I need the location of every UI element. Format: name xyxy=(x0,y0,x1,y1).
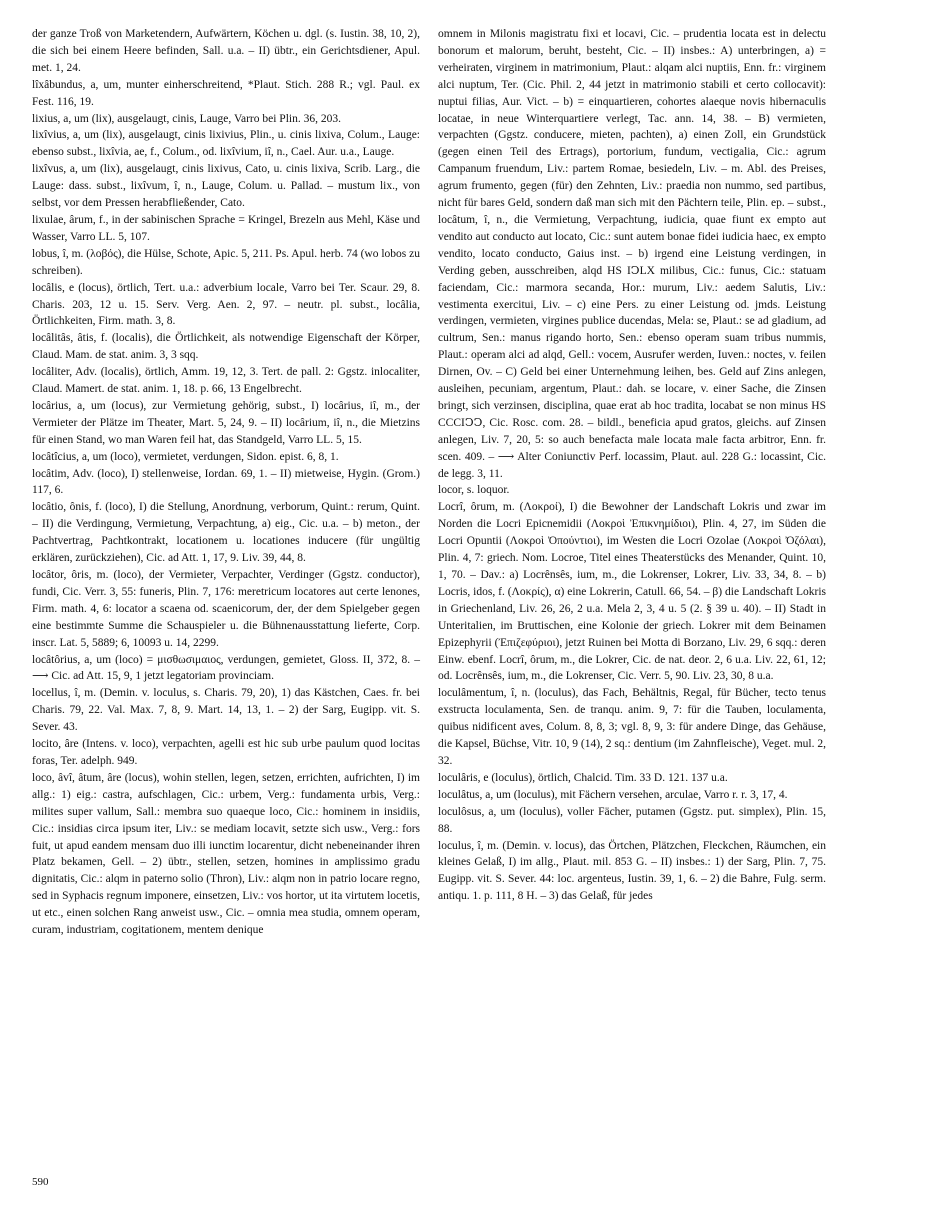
entry-lixabundus: lîxâbundus, a, um, munter einherschreitend, *Plaut. Stich. 288 R.; vgl. Paul. ex Fest. 116, 19. xyxy=(32,78,420,108)
entry-loco-continued: omnem in Milonis magistratu fixi et locavi, Cic. – prudentia locata est in delectu bonorum et malorum, beruht, besteht, Cic. – II) insbes.: A) unterbringen, a) = verheiraten, virginem in matrimonium, Plaut.: alqam alci nuptiis, Enn. fr.: virginem alci nuptum, Ter. (Cic. Phil. 2, 44 jetzt in matrimonio stabili et certo collocavit): nuptui filias, Aur. Vict. – b) = einquartieren, cohortes alaeque novis hibernaculis locatae, in neue Winterquartiere verlegt, Tac. ann. 14, 38. – B) vermieten, verpachten (Ggstz. conducere, mieten, pachten), a) einen Zoll, ein Grundstück (gegen einen Teil des Ertrags), portorium, fundum, vectigalia, Cic.: agrum Campanum fruendum, Liv.: partem Romae, besiedeln, Liv. – m. Abl. des Preises, agrum frumento, gegen (für) den Zehnten, Liv.: praedia non nummo, sed partibus, nicht für bares Geld, sondern daß man sich mit den Pächtern teile, Plin. ep. – subst., locâtum, î, n., die Vermietung, Verpachtung, iudicia, quae fiunt ex empto aut vendito aut conducto aut locato, Cic.: sunt autem bonae fidei iudicia haec, ex empto vendito, locato conducto, Gaius inst. – b) irgend eine Leistung verdingen, in Verding geben, ausschreiben, alqd HS IↃLX milibus, Cic.: funus, Cic.: statuam faciendam, Cic.: marmora secanda, Hor.: murum, Liv.: aedem Salutis, Liv.: vestimenta exercitui, Liv. – c) eine Pers. zu einer Leistung od. jmds. Leistung verdingen, vermieten, virgines publice ducendas, Mela: se, Plaut.: se ad gladium, ad cultrum, Sen.: manus rigando horto, Sen.: ebenso operam suam tribus nummis, Plaut.: operam alci ad alqd, Gell.: vocem, Ausrufer werden, Iuven.: noctes, v. feilen Dirnen, Ov. – C) Geld bei einer Unternehmung leihen, bes. Geld auf Zins anlegen, ausleihen, pecuniam, argentum, Plaut.: dah. se locare, v. einer Sache, die Zinsen bringt, sich verzinsen, disciplina, quae erat ab hoc tradita, locabat se non minus HS CCCIↃↃ, Cic. Rosc. com. 28. – bildl., beneficia apud gratos, gleichs. auf Zinsen anlegen, Liv. 7, 20, 5: so auch benefacta male locata male facta arbitror, Enn. fr. scen. 409. – ⟶ Alter Coniunctiv Perf. locassim, Plaut. aul. 228 G.: locassint, Cic. de legg. 3, 11. xyxy=(438,28,826,480)
entry-lixivius: lixîvius, a, um (lix), ausgelaugt, cinis lixivius, Plin., u. cinis lixiva, Colum., Lauge: ebenso subst., lixîvia, ae, f., Colum., od. lixîvium, iî, n., Cael. Aur. u.a., Lauge. xyxy=(32,129,420,159)
entry-locatio: locâtio, ônis, f. (loco), I) die Stellung, Anordnung, verborum, Quint.: rerum, Quint. – II) die Verdingung, Vermietung, Verpachtung, a) eig., Cic. u.a. – b) meton., der Pachtvertrag, Pachtkontrakt, locationem u. locationes inducere (für ungültig erklären, zurückziehen), Cic. ad Att. 1, 17, 9. Liv. 39, 44, 8. xyxy=(32,501,420,565)
entry-locito: locito, âre (Intens. v. loco), verpachten, agelli est hic sub urbe paulum quod locitas foras, Ter. adelph. 949. xyxy=(32,738,420,767)
entry-locor: locor, s. loquor. xyxy=(438,484,510,497)
entry-loculamentum: loculâmentum, î, n. (loculus), das Fach, Behältnis, Regal, für Bücher, tecto tenus exstructa loculamenta, Sen. de tranqu. anim. 9, 7: für die Tauben, loculamenta, quibus nidificent aves, Colum. 8, 8, 3; vgl. 8, 9, 3: für andere Dinge, das Gehäuse, die Kapsel, Büchse, Vitr. 10, 9 (14), 2 sq.: dentium (im Zahnfleische), Veget. mul. 2, 32. xyxy=(438,687,826,767)
entry-lixivus: lixîvus, a, um (lix), ausgelaugt, cinis lixivus, Cato, u. cinis lixiva, Scrib. Larg., die Lauge: dass. subst., lixîvum, î, n., Lauge, Colum. u. Pallad. – mustum lix., von selbst, vor dem Pressen herabfließender, Cato. xyxy=(32,163,420,210)
entry-localitas: locâlitâs, âtis, f. (localis), die Örtlichkeit, als notwendige Eigenschaft der Körper, Claud. Mam. de stat. anim. 3, 3 sqq. xyxy=(32,332,420,362)
entry-continuation-lixa: der ganze Troß von Marketendern, Aufwärtern, Köchen u. dgl. (s. Iustin. 38, 10, 2), die sich bei einem Heere befinden, Sall. u.a. – II) übtr., ein Gerichtsdiener, Apul. met. 1, 24. xyxy=(32,28,420,74)
entry-locularis: loculâris, e (loculus), örtlich, Chalcid. Tim. 33 D. 121. 137 u.a. xyxy=(438,771,728,784)
entry-loculus: loculus, î, m. (Demin. v. locus), das Örtchen, Plätzchen, Fleckchen, Räumchen, ein kleines Gelaß, I) im allg., Plaut. mil. 853 G. – II) insbes.: 1) der Sarg, Plin. 7, 75. Eugipp. vit. S. Sever. 44: loc. argenteus, Iustin. 39, 1, 6. – 2) die Bahre, Fulg. serm. antiqu. 1. p. 111, 8 H. – 3) das Gelaß, für jedes xyxy=(438,839,826,903)
entry-locellus: locellus, î, m. (Demin. v. loculus, s. Charis. 79, 20), 1) das Kästchen, Caes. fr. bei Charis. 79, 22. Val. Max. 7, 8, 9. Mart. 14, 13, 1. – 2) der Sarg, Eugipp. vit. S. Sever. 43. xyxy=(32,687,420,734)
right-column xyxy=(438,26,826,905)
entry-locri: Locrî, ôrum, m. (Λοκροί), I) die Bewohner der Landschaft Lokris und zwar im Norden die Locri Epicnemidii (Λοκροὶ Ἐπικνημίδιοι), Plin. 4, 27, im Süden die Locri Opuntii (Λοκροὶ Ὀπούντιοι), im Westen die Locri Ozolae (Λοκροὶ Ὀζόλαι), Plin. 4, 7: griech. Nom. Locroe, Titel eines Theaterstücks des Menander, Quint. 10, 1, 70. – Dav.: a) Locrênsês, ium, m., die Lokrenser, Lokrer, Liv. 33, 34, 8. – b) Locris, idos, f. (Λοκρίς), α) eine Lokrerin, Catull. 66, 54. – β) die Landschaft Lokris in Griechenland, Liv. 26, 26, 2 u.a. Mela 2, 3, 4 u. 5 (2. § 39 u. 40). – II) Stadt in Unteritalien, im Bruttischen, eine Kolonie der griech. Lokrer mit dem Beinamen Epizephyrii (Ἐπιζεφύριοι), jetzt Ruinen bei Motta di Borzano, Liv. 29, 6 sqq.: deren Einw. ebenf. Locrî, ôrum, m., die Lokrer, Cic. de nat. deor. 2, 6 u.a. Liv. 22, 61, 12; od. Locrênsês, ium, m., die Lokrenser, Cic. Verr. 5, 90. Liv. 23, 30, 8 u.a. xyxy=(438,501,826,683)
entry-loculosus: loculôsus, a, um (loculus), voller Fächer, putamen (Ggstz. put. simplex), Plin. 15, 88. xyxy=(438,805,826,835)
entry-loco: loco, âvî, âtum, âre (locus), wohin stellen, legen, setzen, errichten, aufrichten, I) im allg.: 1) eig.: castra, aufschlagen, Cic.: urbem, Verg.: fundamenta urbis, Verg.: milites super vallum, Sall.: membra suo quaeque loco, Cic.: hominem in insidiis, Cic.: insidias circa ipsum iter, Liv.: se mediam locavit, setzte sich usw., Verg.: fors fuit, ut apud eandem mensam duo illi iunctim locarentur, dicht nebeneinander ihren Platz bekamen, Gell. – 2) übtr., stellen, setzen, homines in amplissimo gradu dignitatis, Cic.: alqm in paterno solio (Thron), Liv.: alqm non in patrio locare regno, sed in Syphacis regnum imponere, einsetzen, Liv.: vos hortor, ut ita virtutem locetis, ut etc., einen solchen Rang anweist usw., Cic. – omnia mea studia, omnem operam, curam, industriam, cogitationem, mentem denique xyxy=(32,771,420,937)
left-column xyxy=(32,26,420,939)
entry-lobus: lobus, î, m. (λοβός), die Hülse, Schote, Apic. 5, 211. Ps. Apul. herb. 74 (wo lobos zu schreiben). xyxy=(32,247,421,277)
entry-locatorius: locâtôrius, a, um (loco) = μισθωσιμαιος, verdungen, gemietet, Gloss. II, 372, 8. – ⟶ Cic. ad Att. 15, 9, 1 jetzt legatoriam provinciam. xyxy=(32,653,420,683)
entry-lixulae: lixulae, ârum, f., in der sabinischen Sprache = Kringel, Brezeln aus Mehl, Käse und Wasser, Varro LL. 5, 107. xyxy=(32,213,420,243)
entry-loculatus: loculâtus, a, um (loculus), mit Fächern versehen, arculae, Varro r. r. 3, 17, 4. xyxy=(438,788,788,801)
entry-locaticius: locâtîcius, a, um (loco), vermietet, verdungen, Sidon. epist. 6, 8, 1. xyxy=(32,450,339,463)
entry-lixius: lixius, a, um (lix), ausgelaugt, cinis, Lauge, Varro bei Plin. 36, 203. xyxy=(32,112,341,125)
entry-locatim: locâtim, Adv. (loco), I) stellenweise, Iordan. 69, 1. – II) mietweise, Hygin. (Grom.) 117, 6. xyxy=(32,467,420,497)
page-number: 590 xyxy=(32,1176,49,1188)
entry-locator: locâtor, ôris, m. (loco), der Vermieter, Verpachter, Verdinger (Ggstz. conductor), fundi, Cic. Verr. 3, 55: funeris, Plin. 7, 176: meretricum locatores aut certe lenones, Firm. math. 4, 6: locator a scaena od. scaenicorum, der, der dem Spielgeber gegen eine bestimmte Summe die Schauspieler u. die Bühnenausstattung lieferte, Corp. inscr. Lat. 5, 5889; 6, 10093 u. 14, 2299. xyxy=(32,569,420,649)
entry-localiter: locâliter, Adv. (localis), örtlich, Amm. 19, 12, 3. Tert. de pall. 2: Ggstz. inlocaliter, Claud. Mamert. de stat. anim. 1, 18. p. 66, 13 Engelbrecht. xyxy=(32,366,420,396)
entry-locarius: locârius, a, um (locus), zur Vermietung gehörig, subst., I) locârius, iî, m., der Vermieter der Plätze im Theater, Mart. 5, 24, 9. – II) locârium, iî, n., die Mietzins für einen Stand, wo man Waren feil hat, das Standgeld, Varro LL. 5, 15. xyxy=(32,399,420,446)
entry-localis: locâlis, e (locus), örtlich, Tert. u.a.: adverbium locale, Varro bei Ter. Scaur. 29, 8. Charis. 203, 12 u. 15. Serv. Verg. Aen. 2, 97. – neutr. pl. subst., locâlia, Örtlichkeiten, Firm. math. 3, 8. xyxy=(32,281,420,328)
